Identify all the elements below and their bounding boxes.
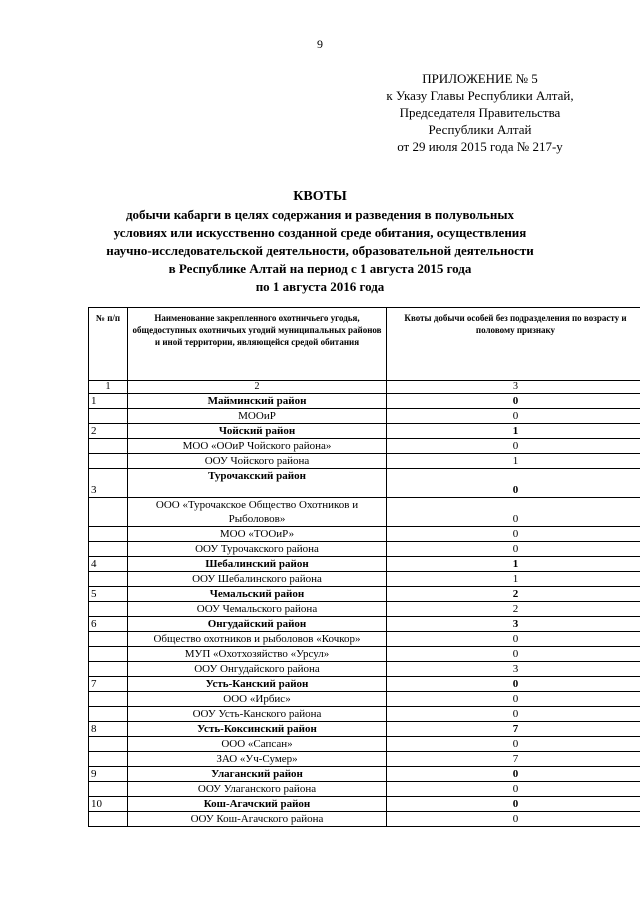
row-territory-name: Онгудайский район — [128, 617, 387, 632]
row-territory-name: МОО «ООиР Чойского района» — [128, 439, 387, 454]
row-territory-name: ООУ Чемальского района — [128, 602, 387, 617]
row-number: 4 — [89, 557, 128, 572]
heading-line: по 1 августа 2016 года — [255, 279, 385, 294]
row-number — [89, 752, 128, 767]
row-number: 3 — [89, 469, 128, 498]
row-territory-name: ООО «Ирбис» — [128, 692, 387, 707]
row-quota-value: 1 — [387, 454, 640, 469]
heading-title: КВОТЫ — [293, 189, 347, 204]
table-row — [89, 632, 640, 647]
row-territory-name: ООО «Турочакское Общество Охотников и Рыболовов» — [128, 498, 387, 527]
table-row — [89, 752, 640, 767]
document-heading — [70, 188, 570, 296]
table-row — [89, 617, 640, 632]
table-row — [89, 572, 640, 587]
row-quota-value: 0 — [387, 542, 640, 557]
row-number: 9 — [89, 767, 128, 782]
row-number: 6 — [89, 617, 128, 632]
row-quota-value: 0 — [387, 469, 640, 498]
row-territory-name: Шебалинский район — [128, 557, 387, 572]
row-territory-name: Майминский район — [128, 394, 387, 409]
table-row — [89, 527, 640, 542]
row-quota-value: 7 — [387, 722, 640, 737]
row-number — [89, 737, 128, 752]
table-row — [89, 767, 640, 782]
row-number — [89, 542, 128, 557]
row-territory-name: ООУ Шебалинского района — [128, 572, 387, 587]
table-row — [89, 662, 640, 677]
row-quota-value: 0 — [387, 527, 640, 542]
row-quota-value: 0 — [387, 394, 640, 409]
row-territory-name: Общество охотников и рыболовов «Кочкор» — [128, 632, 387, 647]
row-territory-name: МУП «Охотхозяйство «Урсул» — [128, 647, 387, 662]
row-quota-value: 0 — [387, 409, 640, 424]
row-quota-value: 0 — [387, 797, 640, 812]
row-quota-value: 0 — [387, 632, 640, 647]
row-quota-value: 3 — [387, 662, 640, 677]
row-territory-name: ООУ Улаганского района — [128, 782, 387, 797]
column-index-row — [89, 381, 640, 394]
heading-line: условиях или искусственно созданной среде обитания, осуществления — [113, 225, 527, 240]
row-quota-value: 0 — [387, 439, 640, 454]
row-quota-value: 0 — [387, 737, 640, 752]
row-territory-name: Чемальский район — [128, 587, 387, 602]
row-number — [89, 647, 128, 662]
row-quota-value: 2 — [387, 602, 640, 617]
row-territory-name: Кош-Агачский район — [128, 797, 387, 812]
table-row — [89, 647, 640, 662]
row-quota-value: 0 — [387, 647, 640, 662]
table-row — [89, 557, 640, 572]
row-territory-name: ООУ Турочакского района — [128, 542, 387, 557]
row-quota-value: 1 — [387, 424, 640, 439]
row-territory-name: Усть-Коксинский район — [128, 722, 387, 737]
appendix-block — [360, 70, 600, 155]
table-row — [89, 812, 640, 827]
row-quota-value: 0 — [387, 767, 640, 782]
column-index: 2 — [128, 381, 387, 394]
column-index: 3 — [387, 381, 640, 394]
row-number — [89, 409, 128, 424]
column-index: 1 — [89, 381, 128, 394]
column-header-name: Наименование закрепленного охотничьего угодья, общедоступных охотничьих угодий муниципальных районов и иной территории, являющейся средой обитания — [128, 308, 387, 381]
table-row — [89, 469, 640, 498]
table-row — [89, 424, 640, 439]
heading-line: научно-исследовательской деятельности, образовательной деятельности — [106, 243, 534, 258]
row-number: 5 — [89, 587, 128, 602]
table-row — [89, 722, 640, 737]
row-number — [89, 439, 128, 454]
row-territory-name: Чойский район — [128, 424, 387, 439]
row-number — [89, 602, 128, 617]
row-territory-name: ООУ Усть-Канского района — [128, 707, 387, 722]
row-quota-value: 0 — [387, 812, 640, 827]
appendix-line: к Указу Главы Республики Алтай, — [386, 88, 574, 103]
appendix-line: Республики Алтай — [428, 122, 532, 137]
row-number: 7 — [89, 677, 128, 692]
heading-line: добычи кабарги в целях содержания и разведения в полувольных — [125, 207, 515, 222]
row-number — [89, 692, 128, 707]
row-territory-name: ООУ Кош-Агачского района — [128, 812, 387, 827]
table-row — [89, 409, 640, 424]
row-territory-name: Усть-Канский район — [128, 677, 387, 692]
row-territory-name: ООО «Сапсан» — [128, 737, 387, 752]
row-quota-value: 2 — [387, 587, 640, 602]
row-number — [89, 572, 128, 587]
table-row — [89, 677, 640, 692]
row-quota-value: 0 — [387, 692, 640, 707]
table-row — [89, 797, 640, 812]
table-row — [89, 587, 640, 602]
row-quota-value: 0 — [387, 707, 640, 722]
table-row — [89, 439, 640, 454]
row-number — [89, 527, 128, 542]
row-number — [89, 782, 128, 797]
appendix-line: Председателя Правительства — [399, 105, 561, 120]
row-number — [89, 498, 128, 527]
table-row — [89, 782, 640, 797]
table-row — [89, 394, 640, 409]
column-header-number: № п/п — [89, 308, 128, 381]
row-territory-name: МООиР — [128, 409, 387, 424]
appendix-title: ПРИЛОЖЕНИЕ № 5 — [422, 71, 538, 86]
row-territory-name: ООУ Чойского района — [128, 454, 387, 469]
row-quota-value: 1 — [387, 557, 640, 572]
row-number — [89, 454, 128, 469]
column-header-quota: Квоты добычи особей без подразделения по возрасту и половому признаку — [387, 308, 640, 381]
row-quota-value: 0 — [387, 677, 640, 692]
row-number: 10 — [89, 797, 128, 812]
table-header-row — [89, 308, 640, 381]
row-territory-name: МОО «ТООиР» — [128, 527, 387, 542]
table-row — [89, 542, 640, 557]
row-quota-value: 7 — [387, 752, 640, 767]
row-territory-name: ООУ Онгудайского района — [128, 662, 387, 677]
page-number: 9 — [317, 37, 323, 51]
row-number: 8 — [89, 722, 128, 737]
row-number — [89, 632, 128, 647]
appendix-line: от 29 июля 2015 года № 217-у — [397, 139, 563, 154]
row-quota-value: 0 — [387, 782, 640, 797]
table-row — [89, 454, 640, 469]
table-row — [89, 602, 640, 617]
table-row — [89, 692, 640, 707]
row-territory-name: Улаганский район — [128, 767, 387, 782]
row-number — [89, 662, 128, 677]
table-row — [89, 498, 640, 527]
row-territory-name: ЗАО «Уч-Сумер» — [128, 752, 387, 767]
heading-line: в Республике Алтай на период с 1 августа 2015 года — [168, 261, 472, 276]
row-quota-value: 3 — [387, 617, 640, 632]
row-territory-name: Турочакский район — [128, 469, 387, 498]
row-number: 2 — [89, 424, 128, 439]
table-row — [89, 737, 640, 752]
row-number: 1 — [89, 394, 128, 409]
row-number — [89, 707, 128, 722]
row-quota-value: 0 — [387, 498, 640, 527]
table-row — [89, 707, 640, 722]
row-quota-value: 1 — [387, 572, 640, 587]
row-number — [89, 812, 128, 827]
quota-table — [88, 307, 640, 827]
